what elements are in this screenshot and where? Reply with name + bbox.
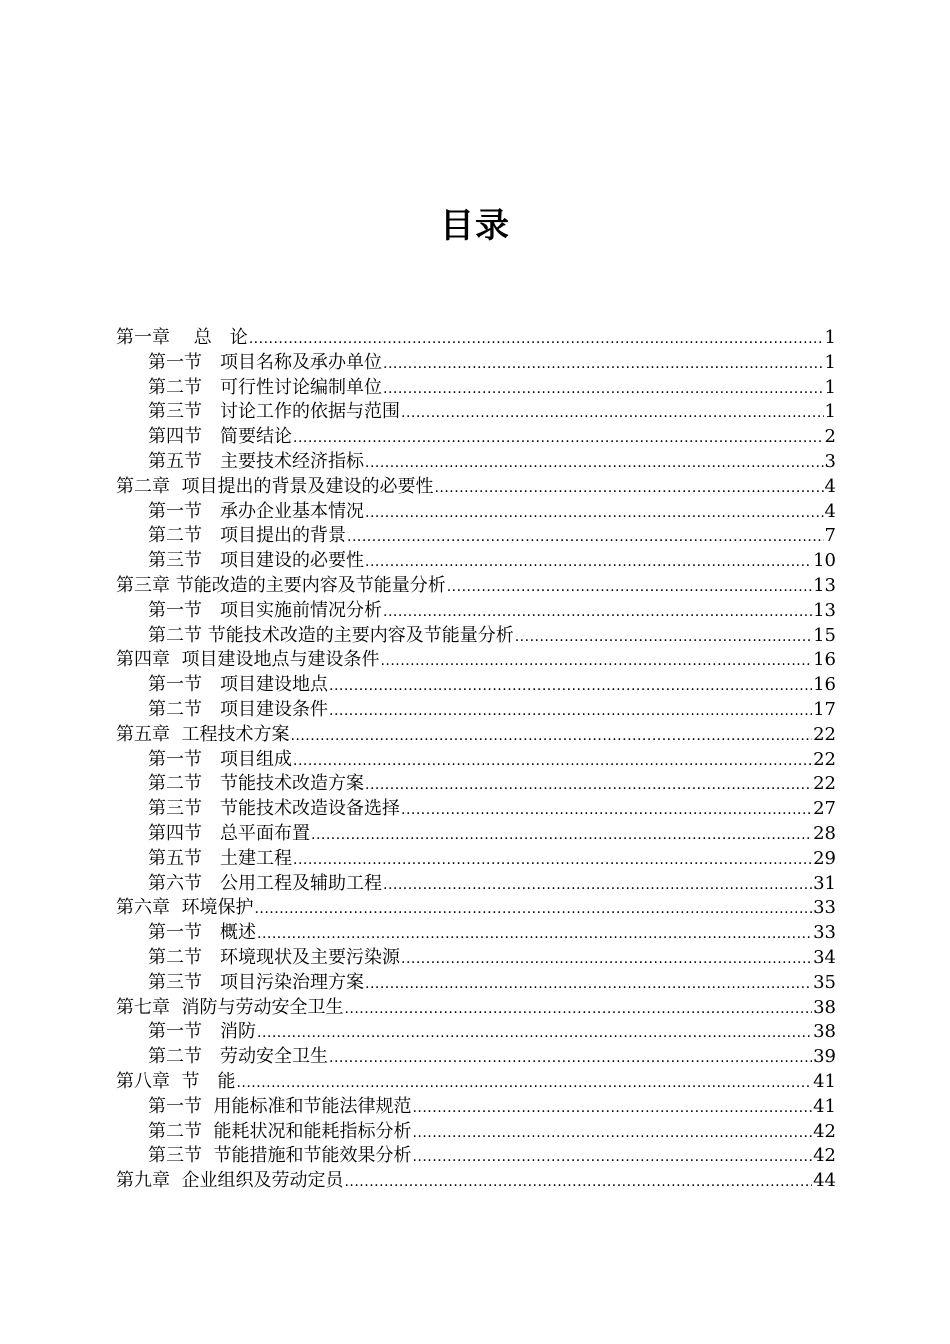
toc-dot-leader — [447, 575, 812, 599]
toc-section-entry[interactable] — [116, 450, 836, 475]
toc-entry-text: 第二节 劳动安全卫生 — [148, 1046, 328, 1068]
toc-dot-leader — [365, 451, 824, 475]
toc-entry-text: 第六章 环境保护 — [116, 897, 254, 919]
toc-section-entry[interactable] — [116, 1120, 836, 1145]
toc-dot-leader — [329, 699, 812, 723]
toc-entry-text: 第二节 项目建设条件 — [148, 698, 328, 720]
toc-page-number: 33 — [813, 922, 836, 944]
toc-page-number: 42 — [813, 1120, 836, 1142]
toc-page-number: 17 — [813, 698, 836, 720]
toc-chapter-entry[interactable] — [116, 475, 836, 500]
toc-section-entry[interactable] — [116, 847, 836, 872]
toc-page-number: 39 — [813, 1046, 836, 1068]
toc-dot-leader — [254, 897, 812, 921]
toc-dot-leader — [329, 1046, 812, 1070]
toc-dot-leader — [311, 823, 812, 847]
toc-page-number: 41 — [813, 1095, 836, 1117]
toc-entry-text: 第六节 公用工程及辅助工程 — [148, 872, 382, 894]
toc-entry-text: 第三节 项目污染治理方案 — [148, 971, 364, 993]
toc-dot-leader — [344, 997, 812, 1021]
toc-entry-text: 第一节 项目实施前情况分析 — [148, 599, 382, 621]
toc-dot-leader — [401, 798, 812, 822]
toc-dot-leader — [401, 401, 824, 425]
toc-entry-text: 第五节 主要技术经济指标 — [148, 450, 364, 472]
toc-page-number: 22 — [813, 748, 836, 770]
toc-entry-text: 第八章 节 能 — [116, 1070, 236, 1092]
toc-entry-text: 第二章 项目提出的背景及建设的必要性 — [116, 475, 434, 497]
toc-dot-leader — [383, 377, 824, 401]
toc-dot-leader — [293, 749, 812, 773]
toc-section-entry[interactable] — [116, 872, 836, 897]
toc-entry-text: 第四节 简要结论 — [148, 426, 292, 448]
toc-page-number: 22 — [813, 723, 836, 745]
toc-page-number: 1 — [824, 376, 836, 398]
toc-section-entry[interactable] — [116, 822, 836, 847]
toc-entry-text: 第一章 总 论 — [116, 327, 248, 348]
toc-page-number: 13 — [813, 599, 836, 621]
toc-chapter-entry[interactable] — [116, 648, 836, 673]
toc-dot-leader — [412, 1145, 812, 1169]
toc-entry-text: 第二节 项目提出的背景 — [148, 525, 346, 547]
toc-page-number: 1 — [824, 327, 836, 348]
toc-section-entry[interactable] — [116, 946, 836, 971]
toc-entry-text: 第三节 讨论工作的依据与范围 — [148, 401, 400, 423]
toc-entry-text: 第一节 用能标准和节能法律规范 — [148, 1095, 412, 1117]
toc-dot-leader — [412, 1121, 812, 1145]
toc-chapter-entry[interactable] — [116, 996, 836, 1021]
toc-page-number: 10 — [813, 550, 836, 572]
toc-page-number: 41 — [813, 1070, 836, 1092]
toc-entry-text: 第一节 概述 — [148, 922, 256, 944]
toc-section-entry[interactable] — [116, 971, 836, 996]
toc-entry-text: 第一节 项目建设地点 — [148, 674, 328, 696]
toc-dot-leader — [412, 1096, 812, 1120]
toc-entry-text: 第三节 节能技术改造设备选择 — [148, 798, 400, 820]
toc-entry-text: 第二节 节能技术改造方案 — [148, 773, 364, 795]
toc-section-entry[interactable] — [116, 599, 836, 624]
toc-dot-leader — [401, 947, 812, 971]
toc-page-number: 15 — [813, 624, 836, 646]
toc-page-number: 33 — [813, 897, 836, 919]
toc-dot-leader — [290, 724, 812, 748]
toc-dot-leader — [293, 426, 824, 450]
toc-page-number: 16 — [813, 649, 836, 671]
toc-page-number: 29 — [813, 847, 836, 869]
toc-entry-text: 第一节 承办企业基本情况 — [148, 500, 364, 522]
toc-dot-leader — [365, 550, 812, 574]
toc-page-number: 44 — [813, 1170, 836, 1192]
toc-chapter-entry[interactable] — [116, 326, 836, 351]
toc-section-entry[interactable] — [116, 673, 836, 698]
toc-entry-text: 第九章 企业组织及劳动定员 — [116, 1170, 344, 1192]
toc-dot-leader — [383, 352, 824, 376]
toc-page-number: 13 — [813, 574, 836, 596]
toc-page-number: 4 — [824, 500, 836, 522]
toc-entry-text: 第二节 能耗状况和能耗指标分析 — [148, 1120, 412, 1142]
toc-section-entry[interactable] — [116, 1045, 836, 1070]
toc-page-number: 22 — [813, 773, 836, 795]
toc-page-number: 35 — [813, 971, 836, 993]
toc-chapter-entry[interactable] — [116, 574, 836, 599]
toc-section-entry[interactable] — [116, 425, 836, 450]
toc-section-entry[interactable] — [116, 772, 836, 797]
toc-title: 目录 — [440, 206, 510, 246]
toc-page-number: 38 — [813, 996, 836, 1018]
toc-section-entry[interactable] — [116, 624, 836, 649]
toc-section-entry[interactable] — [116, 748, 836, 773]
toc-dot-leader — [293, 848, 812, 872]
toc-dot-leader — [365, 972, 812, 996]
toc-entry-text: 第五章 工程技术方案 — [116, 723, 290, 745]
toc-page-number: 4 — [824, 475, 836, 497]
toc-page-number: 31 — [813, 872, 836, 894]
toc-chapter-entry[interactable] — [116, 1169, 836, 1194]
toc-chapter-entry[interactable] — [116, 896, 836, 921]
toc-dot-leader — [365, 773, 812, 797]
toc-entry-text: 第五节 土建工程 — [148, 847, 292, 869]
toc-page-number: 3 — [824, 450, 836, 472]
toc-dot-leader — [434, 476, 823, 500]
toc-entry-text: 第七章 消防与劳动安全卫生 — [116, 996, 344, 1018]
toc-entry-text: 第二节 节能技术改造的主要内容及节能量分析 — [148, 624, 514, 646]
toc-page-number: 28 — [813, 822, 836, 844]
toc-dot-leader — [236, 1071, 812, 1095]
toc-entry-text: 第一节 消防 — [148, 1021, 256, 1043]
toc-entry-text: 第二节 可行性讨论编制单位 — [148, 376, 382, 398]
toc-dot-leader — [383, 873, 812, 897]
toc-page-number: 7 — [824, 525, 836, 547]
toc-list — [116, 326, 836, 1194]
toc-section-entry[interactable] — [116, 376, 836, 401]
toc-section-entry[interactable] — [116, 1020, 836, 1045]
toc-entry-text: 第三节 项目建设的必要性 — [148, 550, 364, 572]
toc-dot-leader — [344, 1170, 812, 1194]
toc-section-entry[interactable] — [116, 500, 836, 525]
toc-section-entry[interactable] — [116, 797, 836, 822]
toc-dot-leader — [347, 525, 824, 549]
toc-dot-leader — [365, 501, 824, 525]
toc-page-number: 42 — [813, 1145, 836, 1167]
toc-section-entry[interactable] — [116, 549, 836, 574]
toc-dot-leader — [329, 674, 812, 698]
toc-page-number: 34 — [813, 946, 836, 968]
toc-dot-leader — [249, 327, 824, 351]
toc-page-number: 1 — [824, 401, 836, 423]
toc-section-entry[interactable] — [116, 400, 836, 425]
toc-page-number: 1 — [824, 351, 836, 373]
toc-dot-leader — [257, 1021, 812, 1045]
toc-entry-text: 第三节 节能措施和节能效果分析 — [148, 1145, 412, 1167]
toc-dot-leader — [383, 600, 812, 624]
toc-entry-text: 第四节 总平面布置 — [148, 822, 310, 844]
toc-entry-text: 第一节 项目名称及承办单位 — [148, 351, 382, 373]
toc-chapter-entry[interactable] — [116, 1070, 836, 1095]
toc-section-entry[interactable] — [116, 1095, 836, 1120]
toc-chapter-entry[interactable] — [116, 723, 836, 748]
toc-section-entry[interactable] — [116, 921, 836, 946]
toc-dot-leader — [515, 625, 812, 649]
toc-entry-text: 第三章 节能改造的主要内容及节能量分析 — [116, 574, 446, 596]
toc-page-number: 27 — [813, 798, 836, 820]
toc-page-number: 2 — [824, 426, 836, 448]
toc-page-number: 16 — [813, 674, 836, 696]
toc-dot-leader — [380, 649, 812, 673]
toc-section-entry[interactable] — [116, 698, 836, 723]
toc-section-entry[interactable] — [116, 1144, 836, 1169]
toc-page-number: 38 — [813, 1021, 836, 1043]
toc-section-entry[interactable] — [116, 524, 836, 549]
toc-entry-text: 第四章 项目建设地点与建设条件 — [116, 649, 380, 671]
toc-section-entry[interactable] — [116, 351, 836, 376]
toc-entry-text: 第一节 项目组成 — [148, 748, 292, 770]
toc-entry-text: 第二节 环境现状及主要污染源 — [148, 946, 400, 968]
toc-dot-leader — [257, 922, 812, 946]
